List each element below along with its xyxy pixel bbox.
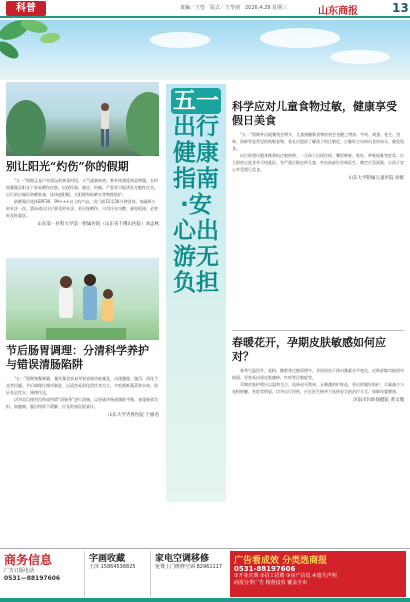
- article-pregnancy-skin: [232, 336, 404, 403]
- issue-meta: 責編／王瑩 版式／王學朋 2026.4.29 星期三: [180, 5, 288, 11]
- ad-line: 商报分类广告 精准投放 覆盖全市: [234, 580, 308, 586]
- column-divider: [232, 330, 404, 331]
- ad-title: 字画收藏: [89, 554, 126, 564]
- vertical-headline: [171, 88, 221, 296]
- ad-line: 王泽 15864536825: [89, 564, 136, 570]
- ad-classified: [230, 551, 406, 597]
- paper-name: 山东商报: [318, 6, 358, 17]
- ad-subtitle: 广告订版电话: [4, 568, 35, 574]
- article-author: 济南市妇幼保健院 黄文瑾: [353, 398, 404, 403]
- family-figures-icon: [46, 270, 126, 340]
- article-paragraph: 孕期皮肤护理应以温和为主，选择成分简单、无刺激的护肤品，外出时做好防护，尽量减少与花粉接触。若症状明显，切勿自行用药，应在医生指导下选择安全的治疗方式，保障母婴健康。: [232, 382, 404, 394]
- section-tag: 科普: [6, 1, 46, 16]
- traveler-figure-icon: [98, 102, 112, 150]
- article-gut-care: [6, 344, 159, 418]
- scenic-photo: [6, 82, 159, 156]
- article-sun-protection: [6, 160, 159, 227]
- article-paragraph: 防晒霜应选择SPF30、PA+++以上的产品，出门前15至30分钟涂抹，每隔两小时补涂一次，游泳或出汗后要及时补涂。若出现晒伤，可用冷水冷敷，避免抓挠，必要时及时就医。: [6, 199, 158, 218]
- article-paragraph: 春季气温回升，花粉、柳絮等过敏原增多，孕妈妈由于体内激素水平变化，皮肤屏障功能相对较弱，更容易出现皮肤瘙痒、红疹等过敏症状。: [232, 368, 404, 380]
- article-title: 春暖花开，孕期皮肤敏感如何应对？: [232, 336, 386, 363]
- article-child-allergy: [232, 100, 404, 181]
- article-author: 山东第一医科大学第一附属医院（山东省千佛山医院）刘孟秋: [37, 222, 159, 227]
- article-title: 科学应对儿童食物过敏，健康享受假日美食: [232, 100, 397, 127]
- bottom-rule: [0, 598, 410, 602]
- leaves-decoration-icon: [0, 20, 90, 80]
- article-title: 节后肠胃调理：分清科学养护与错误清肠陷阱: [6, 344, 149, 371]
- headline-rest: 出行健康指南·安心出游无负担: [173, 114, 219, 296]
- article-paragraph: “五一”假期聚餐频繁，暴饮暴食容易导致胃肠功能紊乱，出现腹胀、腹泻、消化不良等问题。节后调理应循序渐进，以清淡易消化的饮食为主，多吃新鲜蔬菜和水果，保证充足饮水，规律作息。: [6, 376, 159, 395]
- ad-phone: 0531—88197606: [4, 575, 61, 582]
- vertical-headline-banner: [166, 84, 226, 502]
- ad-line: ①开业庆典 ②招工招聘 ③房产信息 ④遗失声明: [234, 573, 337, 579]
- ad-title: 家电空调移修: [155, 554, 210, 564]
- article-title: 别让阳光“灼伤”你的假期: [6, 160, 129, 173]
- ad-appliance-repair: [150, 551, 226, 597]
- family-photo: [6, 258, 159, 340]
- ad-line: 免费上门维修空调 82961117: [155, 564, 223, 570]
- ad-phone: 0531-88197606: [234, 565, 296, 573]
- ad-title: 商务信息: [4, 553, 53, 567]
- hero-illustration: [0, 20, 410, 80]
- article-author: 山东大学附属儿童医院 徐群: [348, 176, 404, 181]
- article-paragraph: 切勿盲目使用泻药或所谓“清肠茶”进行清肠，以免破坏肠道菌群平衡，加重肠胃负担。如腹痛、腹泻持续不缓解，应及时到医院就诊。: [6, 397, 159, 409]
- article-paragraph: “五一”假期外出就餐机会增多，儿童接触新食物的机会也随之增加。牛奶、鸡蛋、花生、坚果、海鲜等是常见的致敏食物，家长应提前了解孩子的过敏史，点餐时主动询问食材成分，避免误食。: [232, 132, 404, 151]
- page-header: [0, 0, 410, 18]
- page-number: 13: [392, 1, 409, 15]
- ad-strip: [0, 548, 410, 598]
- article-author: 山东大学齐鲁医院 于丽君: [108, 413, 159, 418]
- article-paragraph: 出行时建议随身携带抗过敏药物，一旦孩子出现皮疹、嘴唇肿胀、呕吐、呼吸困难等症状，应立即停止进食并尽快就医。有严重过敏史的儿童，外出前最好咨询医生，制定应急预案，让孩子安心享受假日美食。: [232, 153, 404, 172]
- ad-title: 广告看成效 分类选商报: [234, 556, 328, 566]
- article-paragraph: “五一”假期正是户外游玩的黄金时段，天气逐渐转热，紫外线强度明显增强。长时间暴露在阳光下容易晒伤皮肤，出现红斑、脱皮、灼痛，严重者可能诱发光敏性皮炎。出行前应做好防晒准备，选择遮阳帽、太阳镜和防晒衣等物理防护。: [6, 178, 159, 197]
- ad-calligraphy: [84, 551, 148, 597]
- headline-mark: 五一: [173, 88, 219, 114]
- ad-business-info: [4, 551, 78, 597]
